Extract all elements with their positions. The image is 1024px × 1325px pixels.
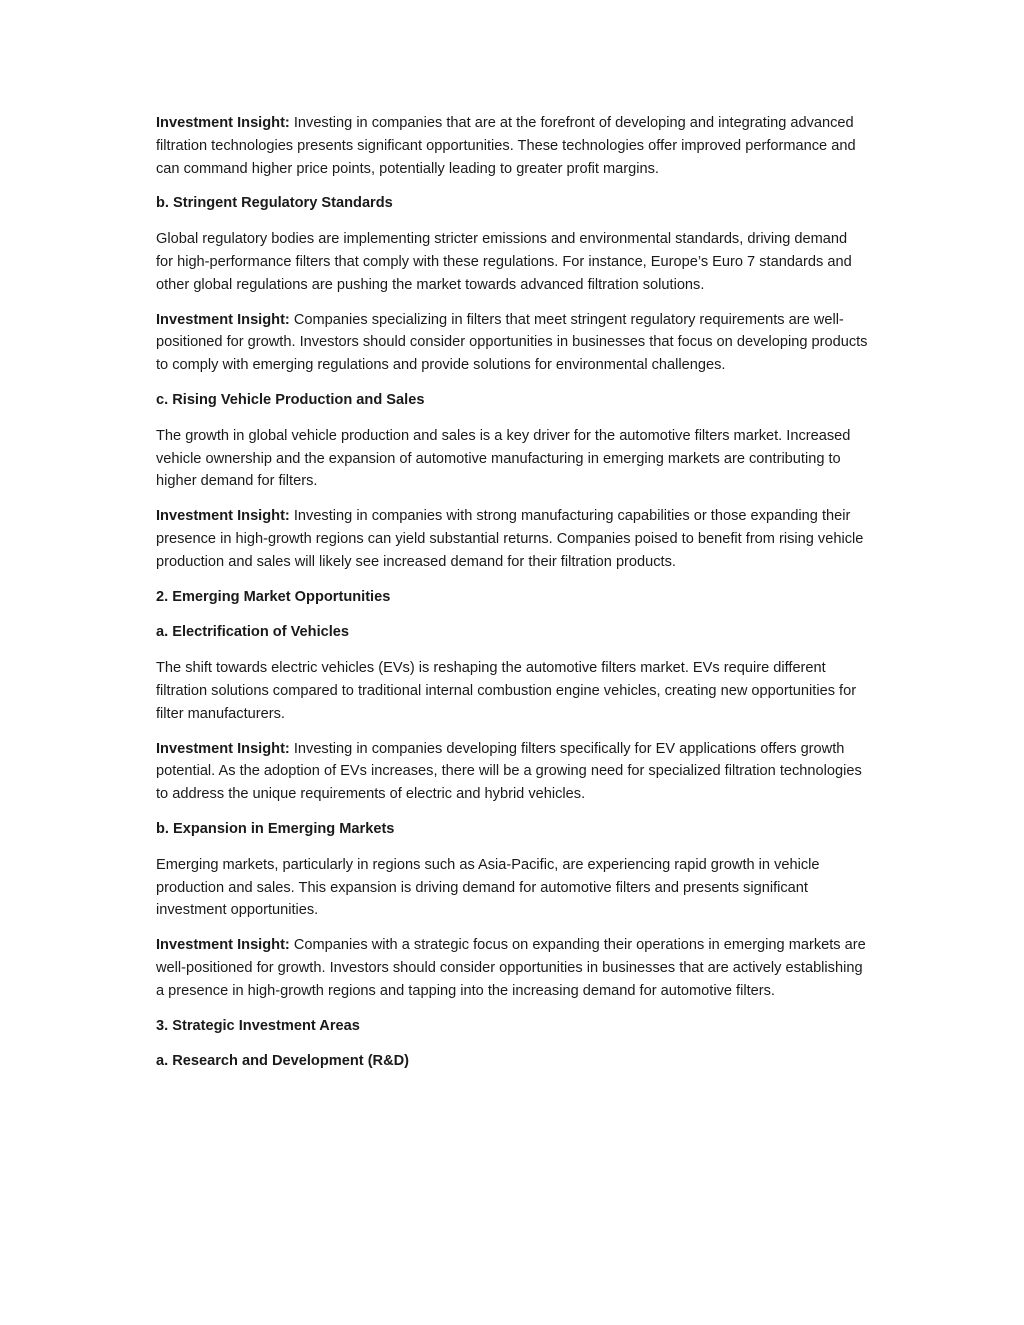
insight-text: Investing in companies that are at the forefront of developing and integrating advanced filtration technologies presents significant opportunities. These technologies offer improved performance and can command higher price points, potentially leading to greater profit margins.	[156, 115, 856, 177]
insight-label: Investment Insight:	[156, 508, 290, 525]
insight-text: Investing in companies with strong manufacturing capabilities or those expanding their presence in high-growth regions can yield substantial returns. Companies poised to benefit from rising vehicle production and sales will likely see increased demand for their filtration products.	[156, 508, 864, 570]
insight-label: Investment Insight:	[156, 740, 290, 757]
insight-text: Companies with a strategic focus on expanding their operations in emerging markets are well-positioned for growth. Investors should consider opportunities in businesses that are actively establishing a presence in high-growth regions and tapping into the increasing demand for automotive filters.	[156, 937, 866, 999]
insight-paragraph	[156, 112, 868, 180]
body-paragraph: The shift towards electric vehicles (EVs) is reshaping the automotive filters market. EVs require different filtration solutions compared to traditional internal combustion engine vehicles, creating new opportunities for filter manufacturers.	[156, 660, 857, 722]
insight-label: Investment Insight:	[156, 115, 290, 131]
body-paragraph: Emerging markets, particularly in regions such as Asia-Pacific, are experiencing rapid growth in vehicle production and sales. This expansion is driving demand for automotive filters and presents significant investment opportunities.	[156, 856, 820, 919]
section-heading: 2. Emerging Market Opportunities	[156, 588, 391, 605]
section-heading: c. Rising Vehicle Production and Sales	[156, 391, 425, 408]
insight-paragraph	[156, 738, 868, 806]
document-page	[156, 112, 868, 1086]
body-paragraph: The growth in global vehicle production and sales is a key driver for the automotive filters market. Increased vehicle ownership and the expansion of automotive manufacturing in emerging markets are contributing to higher demand for filters.	[156, 427, 851, 490]
section-heading: b. Expansion in Emerging Markets	[156, 820, 395, 837]
insight-text: Investing in companies developing filters specifically for EV applications offers growth potential. As the adoption of EVs increases, there will be a growing need for specialized filtration technologies to address the unique requirements of electric and hybrid vehicles.	[156, 740, 862, 803]
insight-paragraph	[156, 505, 868, 573]
insight-paragraph	[156, 934, 868, 1002]
insight-text: Companies specializing in filters that meet stringent regulatory requirements are well-positioned for growth. Investors should consider opportunities in businesses that focus on developing products to comply with emerging regulations and provide solutions for environmental challenges.	[156, 311, 868, 374]
insight-label: Investment Insight:	[156, 311, 290, 328]
body-paragraph: Global regulatory bodies are implementing stricter emissions and environmental standards, driving demand for high-performance filters that comply with these regulations. For instance, Europe’s Euro 7 standards and other global regulations are pushing the market towards advanced filtration solutions.	[156, 231, 852, 293]
section-heading: b. Stringent Regulatory Standards	[156, 195, 393, 212]
section-heading: a. Electrification of Vehicles	[156, 624, 350, 641]
section-heading: a. Research and Development (R&D)	[156, 1053, 410, 1070]
section-heading: 3. Strategic Investment Areas	[156, 1017, 360, 1034]
insight-paragraph	[156, 309, 868, 377]
insight-label: Investment Insight:	[156, 937, 290, 954]
